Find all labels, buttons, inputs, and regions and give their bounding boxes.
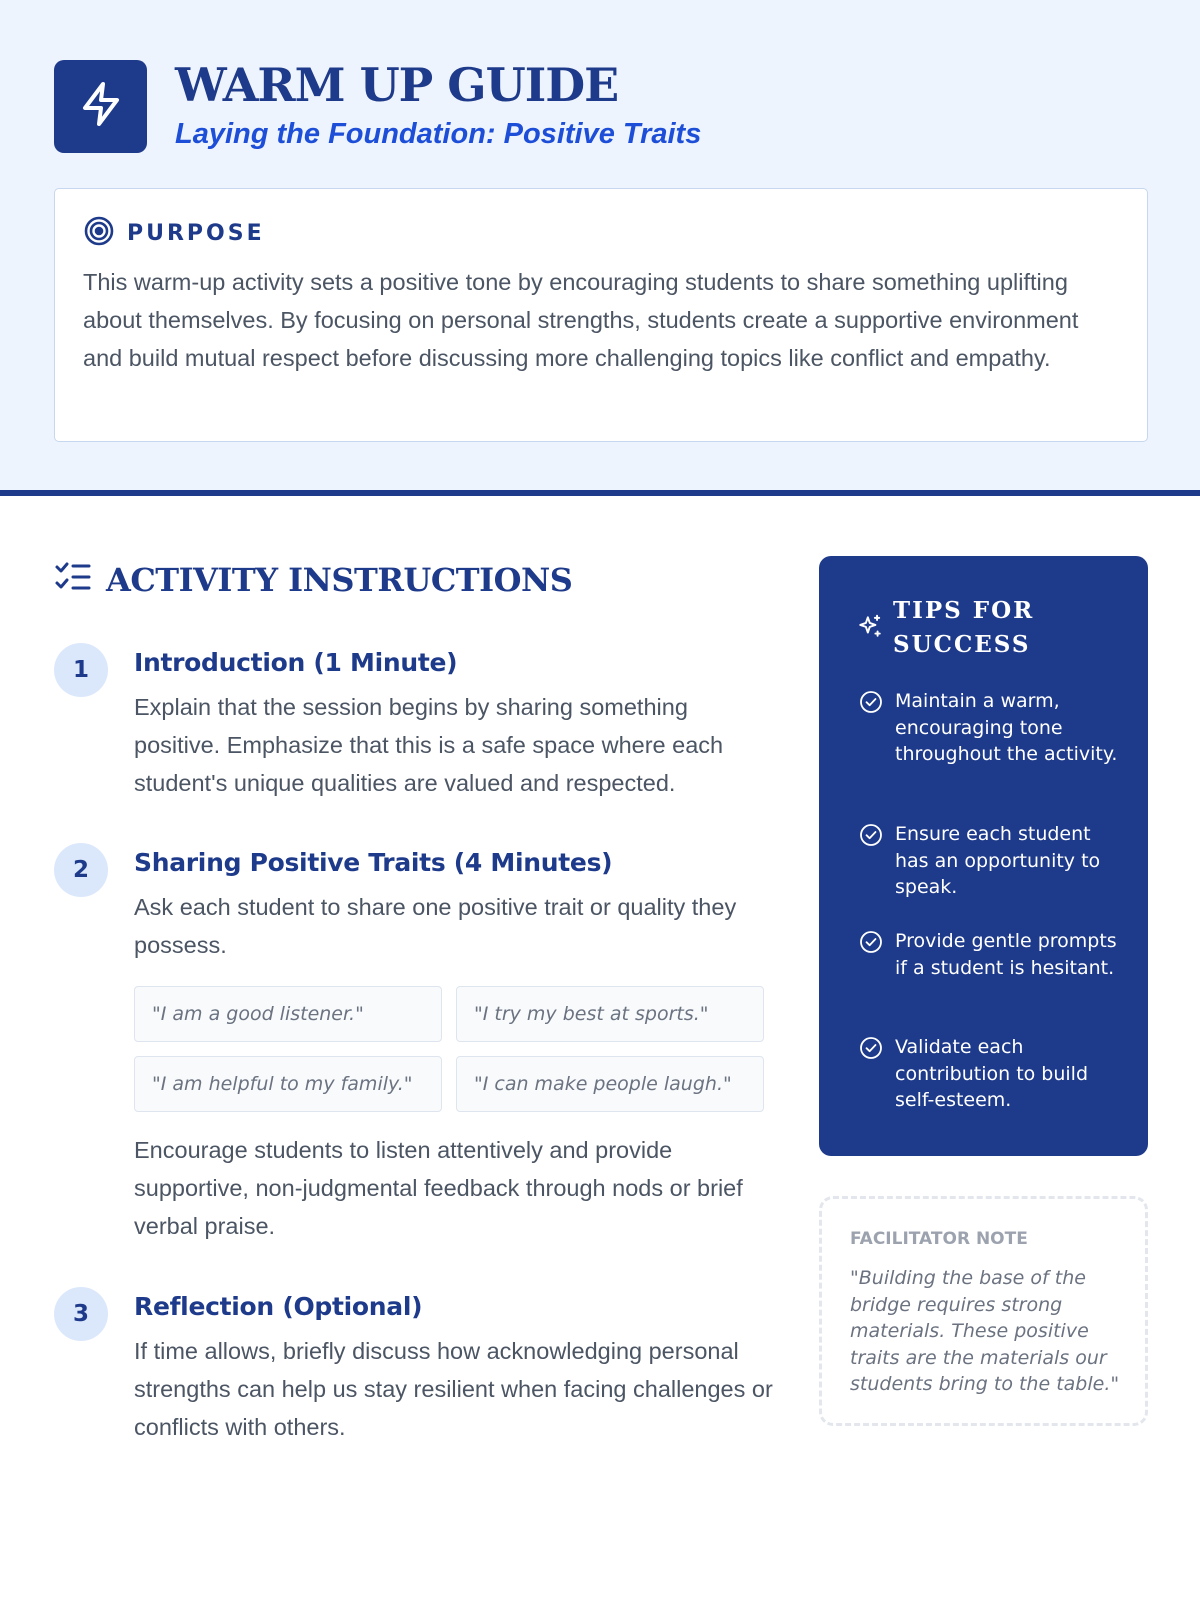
step-text: If time allows, briefly discuss how acknowledging personal strengths can help us stay resilient when facing challenges or conflicts with others. (134, 1338, 773, 1440)
activity-header (54, 560, 572, 599)
check-circle-icon (859, 823, 883, 852)
example-quote: "I am helpful to my family." (134, 1056, 442, 1112)
facilitator-note-card (819, 1196, 1148, 1426)
page-subtitle: Laying the Foundation: Positive Traits (175, 118, 702, 150)
tip-text: Provide gentle prompts if a student is hesitant. (895, 930, 1117, 979)
target-icon (83, 215, 115, 252)
tip-text: Ensure each student has an opportunity to speak. (895, 823, 1101, 898)
purpose-header (83, 215, 265, 252)
tip-text: Validate each contribution to build self-esteem. (895, 1036, 1089, 1111)
tips-header (857, 594, 1073, 662)
page-title: WARM UP GUIDE (175, 58, 619, 112)
step-number: 2 (54, 843, 108, 897)
step-number: 3 (54, 1287, 108, 1341)
tips-card (819, 556, 1148, 1156)
activity-title: ACTIVITY INSTRUCTIONS (106, 560, 573, 599)
purpose-card (54, 188, 1148, 442)
checklist-icon (54, 560, 92, 599)
tip-item (859, 928, 1119, 981)
example-quote: "I can make people laugh." (456, 1056, 764, 1112)
tips-title: TIPS FOR SUCCESS (893, 597, 1035, 658)
tip-item (859, 688, 1119, 768)
step-title: Sharing Positive Traits (4 Minutes) (134, 848, 613, 877)
check-circle-icon (859, 1036, 883, 1065)
example-quote: "I try my best at sports." (456, 986, 764, 1042)
step-text: Explain that the session begins by sharing something positive. Emphasize that this is a safe space where each student's unique qualities are valued and respected. (134, 694, 724, 796)
step-title: Reflection (Optional) (134, 1292, 423, 1321)
example-quote: "I am a good listener." (134, 986, 442, 1042)
tip-item (859, 1034, 1119, 1114)
sparkle-icon (857, 613, 883, 644)
purpose-label: PURPOSE (127, 221, 265, 246)
purpose-text: This warm-up activity sets a positive tone by encouraging students to share something uplifting about themselves. By focusing on personal strengths, students create a supportive environment and build mutual respect before discussing more challenging topics like conflict and empathy. (83, 269, 1079, 371)
step-title: Introduction (1 Minute) (134, 648, 458, 677)
step-followup-text: Encourage students to listen attentively and provide supportive, non-judgmental feedback through nods or brief verbal praise. (134, 1137, 743, 1239)
note-label: FACILITATOR NOTE (850, 1229, 1028, 1249)
tip-text: Maintain a warm, encouraging tone throughout the activity. (895, 690, 1118, 765)
check-circle-icon (859, 690, 883, 719)
step-number: 1 (54, 643, 108, 697)
note-text: "Building the base of the bridge requires strong materials. These positive traits are the materials our students bring to the table." (850, 1267, 1120, 1395)
header-section (0, 0, 1200, 496)
step-text: Ask each student to share one positive trait or quality they possess. (134, 894, 737, 958)
lightning-bolt-icon (77, 80, 125, 133)
logo (54, 60, 147, 153)
tip-item (859, 821, 1119, 901)
check-circle-icon (859, 930, 883, 959)
